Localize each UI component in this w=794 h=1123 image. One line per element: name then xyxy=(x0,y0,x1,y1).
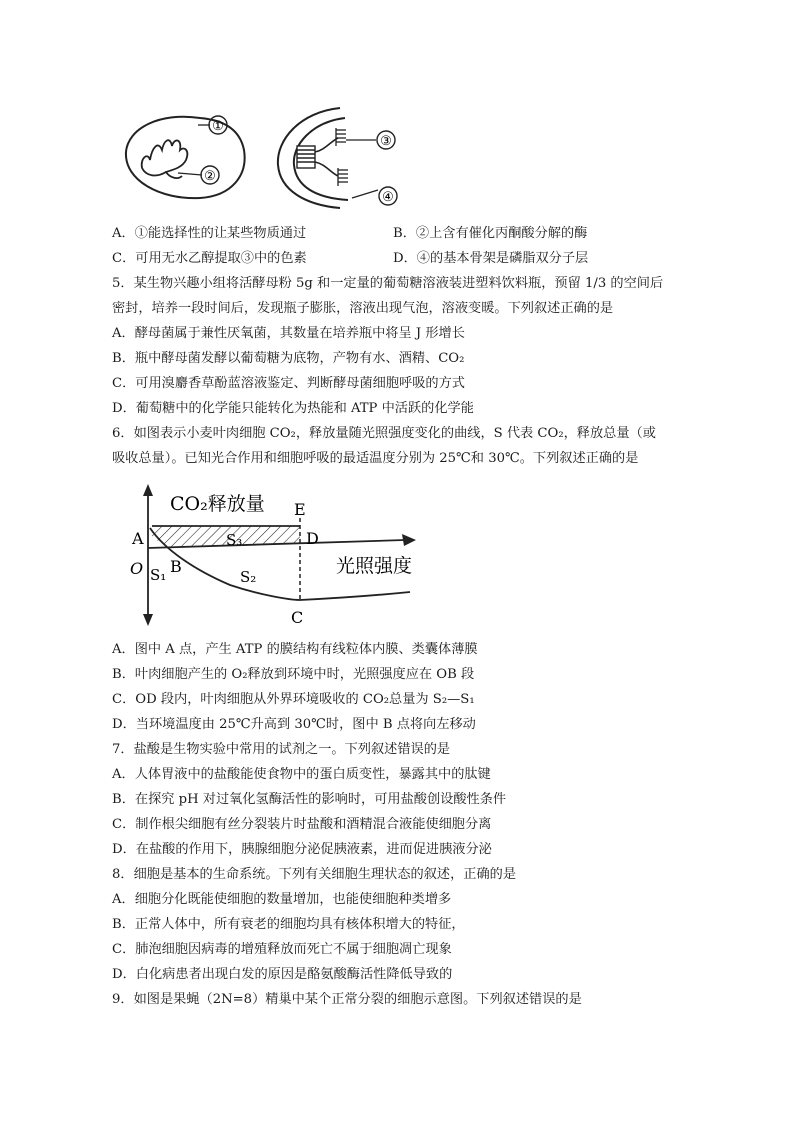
q6-option-b: B．叶肉细胞产生的 O₂释放到环境中时，光照强度应在 OB 段 xyxy=(112,667,475,682)
graph-y-label: CO₂释放量 xyxy=(170,493,265,515)
q7-option-d: D．在盐酸的作用下，胰腺细胞分泌促胰液素，进而促进胰液分泌 xyxy=(112,842,492,857)
q4-option-a: A．①能选择性的让某些物质通过 xyxy=(112,226,307,241)
q6-stem-line1: 6．如图表示小麦叶肉细胞 CO₂，释放量随光照强度变化的曲线，S 代表 CO₂，释放总量（或 xyxy=(112,426,656,441)
q8-option-b: B．正常人体中，所有衰老的细胞均具有核体积增大的特征， xyxy=(112,917,465,932)
graph-point-c: C xyxy=(291,608,304,627)
graph-area-s2: S₂ xyxy=(240,568,257,586)
graph-x-label: 光照强度 xyxy=(336,555,413,577)
graph-point-d: D xyxy=(306,529,319,548)
graph-point-b: B xyxy=(170,557,182,576)
q6-option-c: C．OD 段内，叶肉细胞从外界环境吸收的 CO₂总量为 S₂—S₁ xyxy=(112,692,475,707)
graph-area-s3: S₃ xyxy=(226,531,243,549)
q5-option-d: D．葡萄糖中的化学能只能转化为热能和 ATP 中活跃的化学能 xyxy=(112,401,474,416)
grana-upper xyxy=(336,128,346,146)
q7-option-b: B．在探究 pH 对过氧化氢酶活性的影响时，可用盐酸创设酸性条件 xyxy=(112,792,507,807)
q4-option-b: B．②上含有催化丙酮酸分解的酶 xyxy=(393,226,588,241)
q6-option-d: D．当环境温度由 25℃升高到 30℃时，图中 B 点将向左移动 xyxy=(112,717,476,732)
graph-area-s1: S₁ xyxy=(150,566,167,584)
q4-option-c: C．可用无水乙醇提取③中的色素 xyxy=(112,251,307,266)
co2-release-graph xyxy=(0,470,794,640)
q5-option-c: C．可用溴麝香草酚蓝溶液鉴定、判断酵母菌细胞呼吸的方式 xyxy=(112,376,465,391)
q5-stem-line2: 密封，培养一段时间后，发现瓶子膨胀，溶液出现气泡，溶液变暖。下列叙述正确的是 xyxy=(112,301,614,316)
q6-stem-line2: 吸收总量）。已知光合作用和细胞呼吸的最适温度分别为 25℃和 30℃。下列叙述正确的是 xyxy=(112,451,639,466)
label-1: ① xyxy=(212,119,224,134)
q6-option-a: A．图中 A 点，产生 ATP 的膜结构有线粒体内膜、类囊体薄膜 xyxy=(112,642,478,657)
q9-stem: 9．如图是果蝇（2N=8）精巢中某个正常分裂的细胞示意图。下列叙述错误的是 xyxy=(112,992,582,1007)
label-4: ④ xyxy=(382,190,394,205)
q5-stem-line1: 5．某生物兴趣小组将活酵母粉 5g 和一定量的葡萄糖溶液装进塑料饮料瓶，预留 1/3 的空间后 xyxy=(112,276,664,291)
thylakoid-stack xyxy=(297,146,315,168)
q4-option-d: D．④的基本骨架是磷脂双分子层 xyxy=(393,251,589,266)
graph-origin: O xyxy=(130,559,144,578)
organelle-figure xyxy=(0,0,794,215)
q5-option-a: A．酵母菌属于兼性厌氧菌，其数量在培养瓶中将呈 J 形增长 xyxy=(112,326,465,341)
q8-option-a: A．细胞分化既能使细胞的数量增加，也能使细胞种类增多 xyxy=(112,892,452,907)
label-3: ③ xyxy=(380,134,392,149)
q8-stem: 8．细胞是基本的生命系统。下列有关细胞生理状态的叙述，正确的是 xyxy=(112,867,517,882)
graph-point-e: E xyxy=(294,500,306,519)
graph-point-a: A xyxy=(132,529,144,548)
grana-lower xyxy=(338,168,348,186)
q8-option-c: C．肺泡细胞因病毒的增殖释放而死亡不属于细胞凋亡现象 xyxy=(112,942,452,957)
q5-option-b: B．瓶中酵母菌发酵以葡萄糖为底物，产物有水、酒精、CO₂ xyxy=(112,351,465,366)
q7-stem: 7．盐酸是生物实验中常用的试剂之一。下列叙述错误的是 xyxy=(112,742,451,757)
label-2: ② xyxy=(204,169,216,184)
q7-option-a: A．人体胃液中的盐酸能使食物中的蛋白质变性，暴露其中的肽键 xyxy=(112,767,491,782)
q8-option-d: D．白化病患者出现白发的原因是酪氨酸酶活性降低导致的 xyxy=(112,967,453,982)
q7-option-c: C．制作根尖细胞有丝分裂装片时盐酸和酒精混合液能使细胞分离 xyxy=(112,817,492,832)
mitochondrion-cristae xyxy=(142,140,188,178)
